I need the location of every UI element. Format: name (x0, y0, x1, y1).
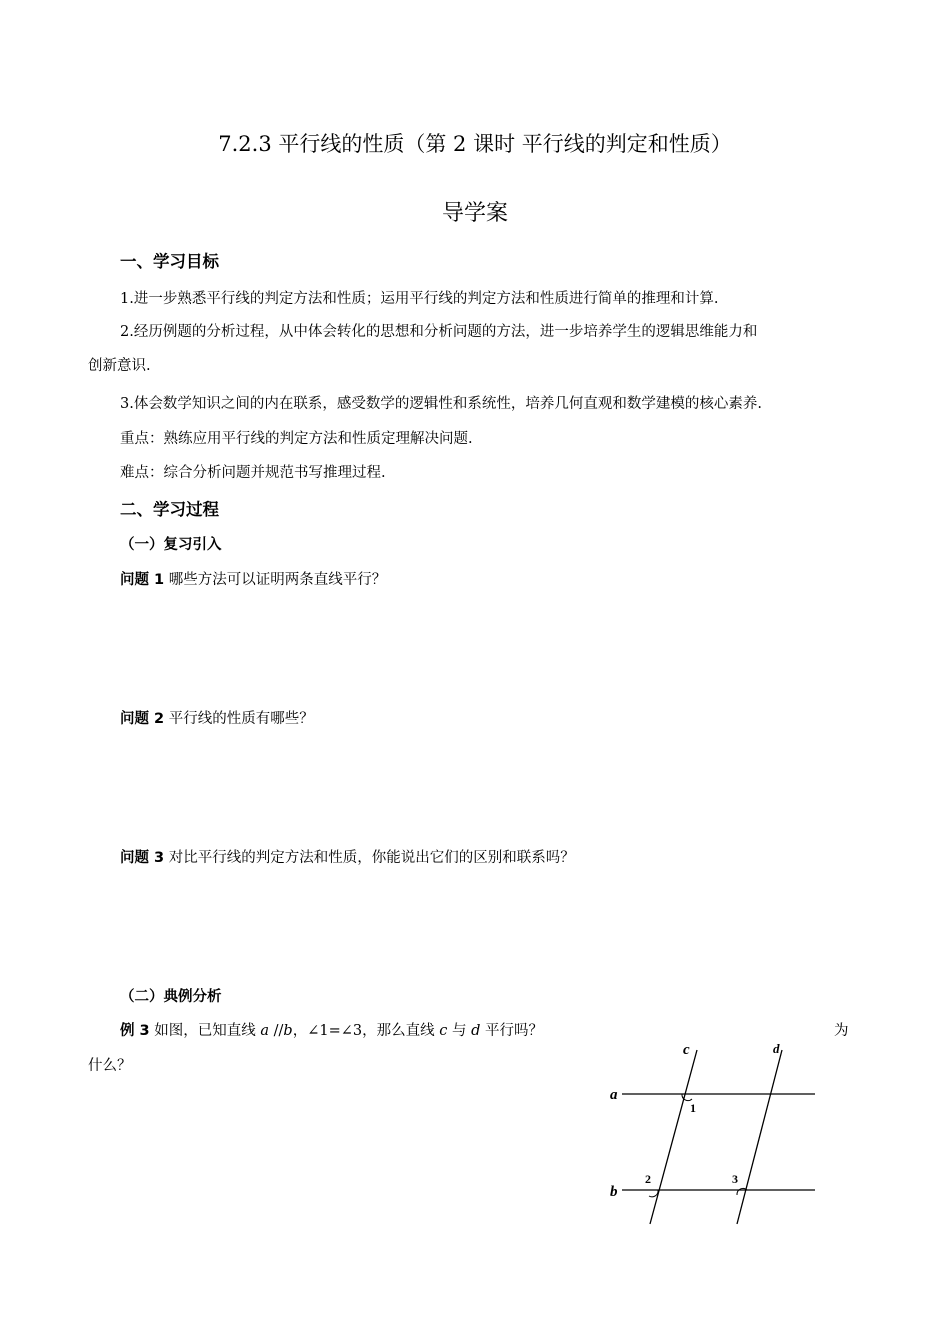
line-d (737, 1050, 782, 1224)
example-3 (120, 1019, 543, 1040)
example-3-var-b: b (283, 1023, 293, 1039)
example-3-var-a: a (260, 1023, 270, 1039)
example-3-end-line-2: 什么？ (88, 1058, 132, 1074)
question-2-label: 问题 2 (120, 711, 165, 727)
angle-3-label: 3 (732, 1172, 738, 1186)
difficulty-point: 难点：综合分析问题并规范书写推理过程. (120, 465, 386, 481)
question-1 (120, 568, 386, 589)
question-3 (120, 846, 575, 867)
question-2-text: 平行线的性质有哪些？ (168, 711, 314, 727)
angle-1-label: 1 (690, 1101, 696, 1115)
example-3-var-d: d (471, 1023, 481, 1039)
question-1-text: 哪些方法可以证明两条直线平行？ (168, 572, 387, 588)
part-heading-examples: （二）典例分析 (120, 989, 222, 1005)
example-3-text-a: 如图，已知直线 (149, 1023, 261, 1039)
question-2 (120, 707, 314, 728)
example-3-text-c: 与 (447, 1023, 472, 1039)
question-1-label: 问题 1 (120, 572, 165, 588)
part-heading-review: （一）复习引入 (120, 537, 222, 553)
example-3-label: 例 3 (120, 1023, 150, 1039)
label-c: c (683, 1042, 690, 1058)
question-3-text: 对比平行线的判定方法和性质，你能说出它们的区别和联系吗？ (164, 850, 575, 866)
line-c (650, 1050, 697, 1224)
label-a: a (610, 1087, 618, 1103)
question-3-label: 问题 3 (120, 850, 165, 866)
goal-2-line-2: 创新意识. (88, 358, 151, 374)
goal-3: 3.体会数学知识之间的内在联系，感受数学的逻辑性和系统性，培养几何直观和数学建模的核心素养. (120, 396, 762, 412)
goal-2-line-1: 2.经历例题的分析过程，从中体会转化的思想和分析问题的方法，进一步培养学生的逻辑思维能力和 (120, 324, 758, 340)
label-b: b (610, 1184, 618, 1200)
page-title: 7.2.3 平行线的性质（第 2 课时 平行线的判定和性质） (218, 132, 732, 156)
label-d: d (773, 1041, 780, 1056)
example-3-text-b: ，∠1=∠3，那么直线 (292, 1023, 440, 1039)
section-heading-process: 二、学习过程 (120, 500, 219, 519)
example-3-var-c: c (439, 1023, 448, 1039)
example-3-end-line-1: 为 (834, 1023, 849, 1039)
angle-2-label: 2 (645, 1172, 651, 1186)
page-subtitle: 导学案 (441, 201, 508, 226)
example-3-text-d: 平行吗？ (480, 1023, 543, 1039)
parallel-lines-figure (600, 1038, 830, 1230)
key-point: 重点：熟练应用平行线的判定方法和性质定理解决问题. (120, 431, 473, 447)
example-3-parallel-symbol: // (269, 1023, 284, 1039)
angle-2-arc (649, 1190, 658, 1197)
goal-1: 1.进一步熟悉平行线的判定方法和性质；运用平行线的判定方法和性质进行简单的推理和计算. (120, 291, 719, 307)
section-heading-goals: 一、学习目标 (120, 252, 219, 271)
